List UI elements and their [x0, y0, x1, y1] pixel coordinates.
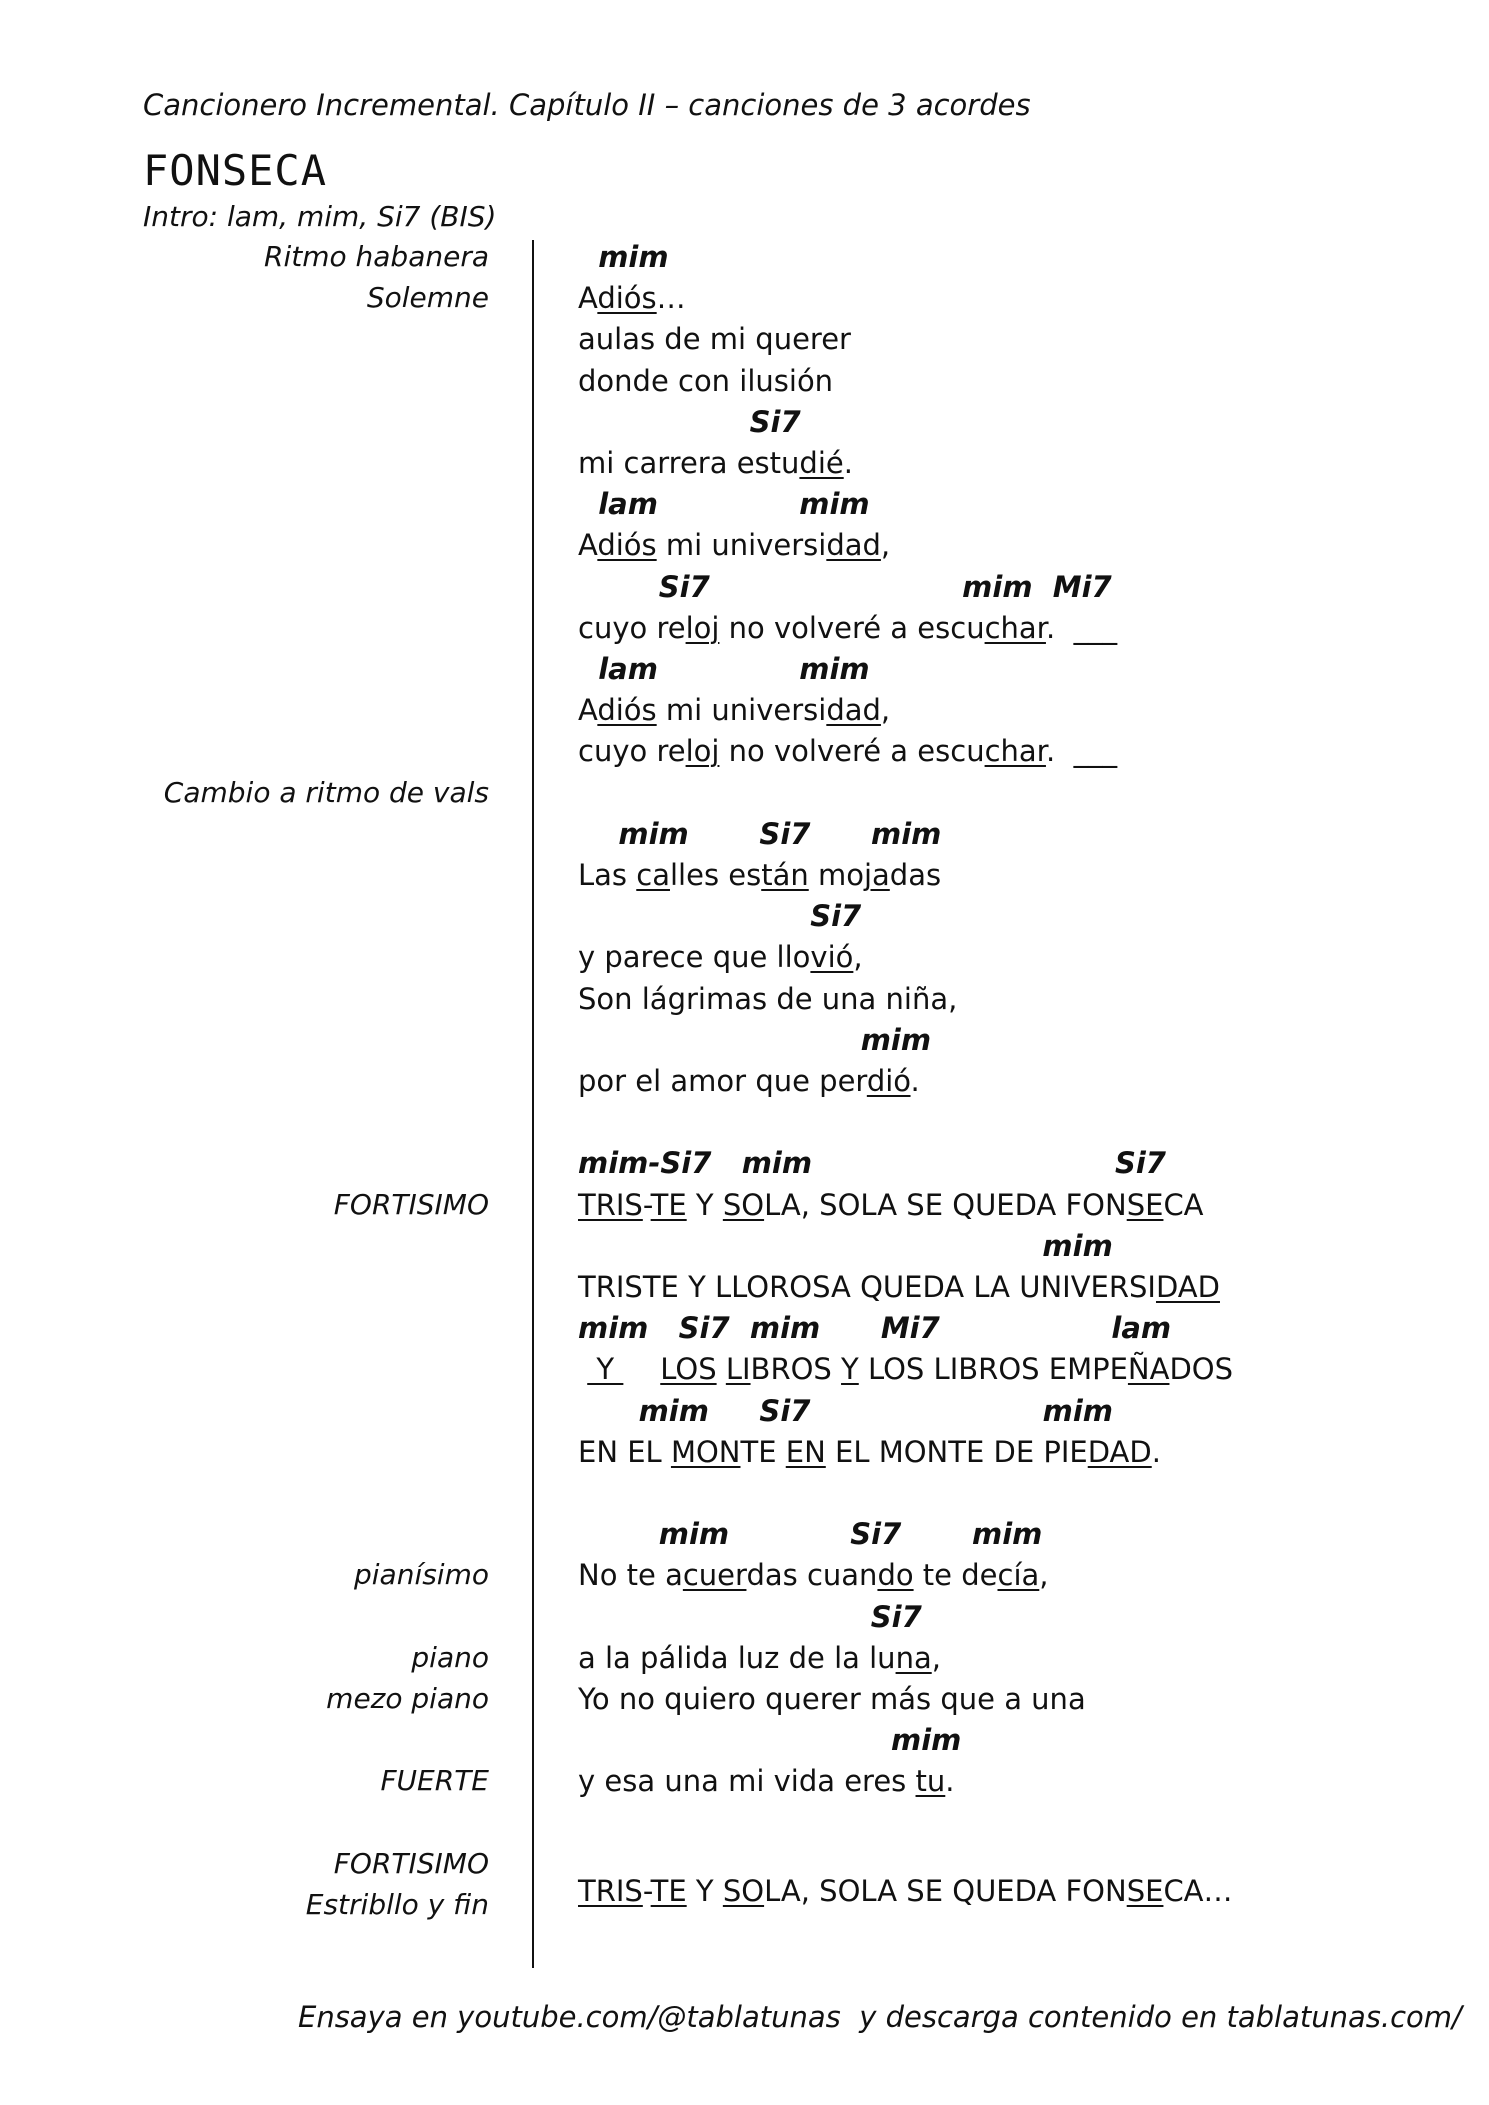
stressed-syllable: dié	[799, 446, 844, 480]
chord-line: mim	[578, 1228, 1113, 1263]
lyric-text: mo	[808, 858, 864, 892]
stressed-syllable: do	[877, 1558, 914, 1593]
lyric-line	[578, 982, 957, 1016]
stressed-syllable: dad	[826, 693, 881, 728]
lyric-text: lles es	[669, 858, 762, 892]
stressed-syllable: TE	[650, 1187, 687, 1222]
chord-line: mim Si7 mim Mi7 lam	[578, 1311, 1172, 1346]
lyric-line	[578, 693, 890, 727]
lyric-text: aulas de mi querer	[578, 322, 851, 357]
lyric-text: No te a	[578, 1558, 683, 1593]
lyric-text: ,	[931, 1640, 941, 1675]
stressed-syllable: cuer	[682, 1558, 747, 1593]
stressed-syllable: diós	[597, 693, 657, 728]
lyric-text: CA…	[1163, 1873, 1233, 1908]
lyric-text: no volveré a escu	[719, 610, 985, 645]
lyric-text: mi carrera estu	[578, 446, 800, 480]
stressed-syllable: ÑA	[1127, 1352, 1170, 1387]
lyric-text: TRISTE Y LLOROSA QUEDA LA UNIVERSI	[578, 1270, 1156, 1304]
lyric-text: donde con ilusión	[578, 363, 834, 398]
lyric-line	[578, 1188, 1204, 1222]
lyric-text: .	[1151, 1434, 1161, 1469]
stressed-syllable: TRIS	[578, 1873, 643, 1908]
stressed-syllable: LI	[725, 1352, 751, 1387]
lyric-text: A	[578, 281, 598, 316]
chord-line: Si7	[578, 1599, 922, 1634]
lyric-text: EN EL	[578, 1434, 671, 1469]
stressed-syllable: cía	[997, 1558, 1040, 1593]
lyric-text: y esa una mi vida eres	[578, 1764, 916, 1799]
chord-line: Si7	[578, 899, 862, 934]
lyric-text: .	[843, 446, 853, 480]
lyric-text: TE	[740, 1434, 786, 1469]
lyric-text: -	[642, 1187, 651, 1222]
stressed-syllable: MON	[670, 1434, 741, 1469]
performance-note: FORTISIMO	[333, 1187, 489, 1221]
lyric-line	[578, 1641, 941, 1675]
lyric-text: cuyo re	[578, 734, 686, 769]
lyric-text: y parece que llo	[578, 940, 811, 975]
chord-line: mim Si7 mim	[578, 1393, 1114, 1428]
chapter-header: Cancionero Incremental. Capítulo II – canciones de 3 acordes	[143, 88, 1031, 122]
lyric-text: ,	[880, 528, 891, 563]
stressed-syllable: diós	[597, 528, 657, 563]
lyric-line	[578, 1352, 1233, 1386]
lyric-line	[578, 1435, 1161, 1469]
chord-line: mim	[578, 1022, 932, 1057]
lyric-line	[578, 322, 851, 356]
stressed-syllable: TE	[650, 1873, 687, 1908]
chord-line: mim Si7 mim	[578, 816, 942, 851]
stressed-syllable: Y	[841, 1352, 859, 1387]
stressed-syllable: loj	[685, 610, 720, 645]
chord-line: Si7 mim Mi7	[578, 569, 1112, 604]
lyric-line	[578, 281, 686, 315]
lyric-text: Yo no quiero querer más que a una	[578, 1682, 1086, 1716]
stressed-syllable: LOS	[660, 1352, 717, 1387]
lyric-text: ,	[853, 940, 863, 975]
lyric-line	[578, 528, 890, 562]
lyric-line	[578, 1764, 955, 1798]
song-title: FONSECA	[143, 146, 328, 195]
stressed-syllable: diós	[597, 281, 657, 316]
stressed-syllable: TRIS	[578, 1187, 643, 1222]
column-divider	[532, 240, 534, 1968]
lyric-line	[578, 446, 853, 480]
lyric-text: ,	[880, 693, 891, 728]
lyric-text: LA, SOLA SE QUEDA FON	[764, 1873, 1127, 1908]
lyric-text: te de	[913, 1558, 998, 1593]
lyric-text: A	[578, 528, 598, 563]
lyric-text: Y	[686, 1873, 723, 1908]
lyric-text: ,	[1039, 1558, 1049, 1593]
lyric-text: no volveré a escu	[719, 734, 985, 769]
lyric-text: ___	[1073, 734, 1118, 769]
lyric-line	[578, 611, 1117, 645]
intro-chords: Intro: lam, mim, Si7 (BIS)	[143, 200, 497, 233]
performance-note: Cambio a ritmo de vals	[163, 775, 489, 809]
stressed-syllable: ja	[863, 858, 890, 892]
lyric-text: das	[889, 858, 942, 892]
chord-line: mim-Si7 mim Si7	[578, 1146, 1166, 1181]
stressed-syllable: char	[984, 610, 1046, 645]
stressed-syllable: dad	[826, 528, 881, 563]
performance-note: FORTISIMO	[333, 1846, 489, 1880]
lyric-text: por el amor que per	[578, 1064, 867, 1098]
stressed-syllable: Y	[587, 1352, 624, 1387]
lyric-line	[578, 1064, 920, 1098]
lyric-text: a la pálida luz de la lu	[578, 1640, 896, 1675]
lyric-text: BROS	[750, 1352, 842, 1387]
lyric-text: .	[910, 1064, 920, 1098]
chord-line: Si7	[578, 404, 801, 439]
chord-line: mim	[578, 1723, 962, 1758]
lyric-text: LA, SOLA SE QUEDA FON	[764, 1187, 1127, 1222]
lyric-text: Y	[686, 1187, 723, 1222]
stressed-syllable: na	[895, 1640, 932, 1675]
lyric-line	[578, 364, 833, 398]
footer-text: Ensaya en youtube.com/@tablatunas y descarga contenido en tablatunas.com/	[298, 2000, 1462, 2034]
lyric-text: LOS LIBROS EMPE	[858, 1352, 1128, 1387]
lyric-text: .	[945, 1764, 955, 1799]
performance-note: Solemne	[366, 281, 489, 315]
lyric-line	[578, 1682, 1086, 1716]
stressed-syllable: SO	[722, 1187, 765, 1222]
lyric-text: .	[1045, 734, 1074, 769]
lyric-text: Son lágrimas de una niña,	[578, 981, 958, 1016]
stressed-syllable: vió	[810, 940, 854, 975]
lyric-text: das cuan	[746, 1558, 878, 1593]
stressed-syllable: SO	[722, 1873, 765, 1908]
stressed-syllable: tán	[761, 858, 809, 892]
lyric-line	[578, 1270, 1220, 1304]
performance-note: FUERTE	[380, 1764, 489, 1798]
performance-note: Ritmo habanera	[264, 240, 489, 273]
lyric-line	[578, 940, 863, 974]
performance-note: pianísimo	[353, 1558, 489, 1592]
stressed-syllable: DAD	[1155, 1270, 1220, 1304]
lyric-line	[578, 1558, 1049, 1592]
lyric-text: EL MONTE DE PIE	[825, 1434, 1088, 1469]
stressed-syllable: DAD	[1087, 1434, 1152, 1469]
lyric-text: .	[1045, 610, 1074, 645]
lyric-text	[717, 1352, 726, 1386]
lyric-text: ___	[1073, 610, 1118, 645]
lyric-text: mi universi	[656, 528, 827, 563]
stressed-syllable: tu	[915, 1764, 946, 1799]
lyric-text: mi universi	[656, 693, 827, 728]
chord-line: lam mim	[578, 652, 870, 686]
lyric-line	[578, 1874, 1233, 1908]
lyric-text: DOS	[1169, 1352, 1234, 1387]
stressed-syllable: char	[984, 734, 1046, 769]
chord-line: mim	[578, 240, 669, 274]
stressed-syllable: EN	[785, 1434, 826, 1469]
lyric-text	[623, 1352, 660, 1386]
stressed-syllable: SE	[1126, 1187, 1164, 1222]
stressed-syllable: ca	[636, 858, 670, 892]
lyric-line	[578, 734, 1117, 768]
lyric-text: Las	[578, 858, 637, 892]
performance-note: Estribllo y fin	[305, 1888, 489, 1921]
lyric-text	[578, 1352, 587, 1386]
performance-note: piano	[411, 1640, 489, 1674]
performance-note: mezo piano	[326, 1682, 489, 1715]
stressed-syllable: SE	[1126, 1873, 1164, 1908]
stressed-syllable: loj	[685, 734, 720, 769]
lyric-text: CA	[1163, 1187, 1204, 1222]
lyric-text: …	[656, 281, 686, 316]
lyric-text: A	[578, 693, 598, 728]
lyric-line	[578, 858, 941, 892]
chord-line: mim Si7 mim	[578, 1517, 1043, 1552]
chord-line: lam mim	[578, 487, 870, 522]
stressed-syllable: dió	[866, 1064, 911, 1098]
lyric-text: cuyo re	[578, 610, 686, 645]
lyric-text: -	[642, 1873, 651, 1908]
